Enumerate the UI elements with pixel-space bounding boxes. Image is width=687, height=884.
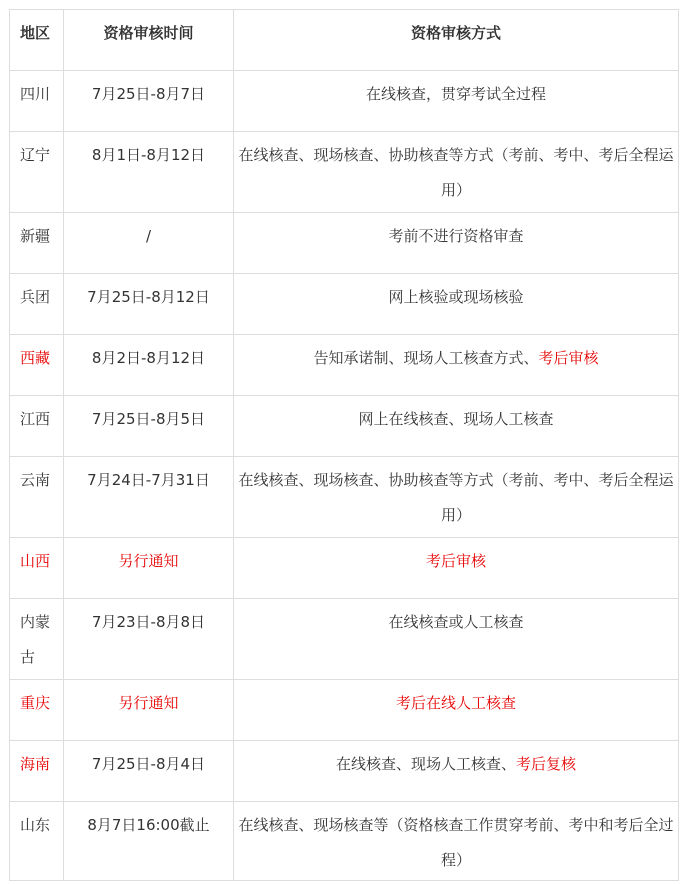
table-row [10, 680, 679, 741]
table-row [10, 802, 679, 881]
time-cell: / [64, 213, 234, 274]
time-cell: 7月25日-8月4日 [64, 741, 234, 802]
region-cell: 辽宁 [10, 132, 64, 213]
header-time: 资格审核时间 [64, 10, 234, 71]
time-cell: 7月23日-8月8日 [64, 599, 234, 680]
time-cell: 另行通知 [64, 680, 234, 741]
method-cell: 在线核查，贯穿考试全过程 [234, 71, 679, 132]
region-cell: 四川 [10, 71, 64, 132]
method-cell: 网上在线核查、现场人工核查 [234, 396, 679, 457]
time-cell: 8月1日-8月12日 [64, 132, 234, 213]
time-cell: 另行通知 [64, 538, 234, 599]
table-row [10, 71, 679, 132]
method-highlight: 考后审核 [538, 349, 599, 367]
time-cell: 7月24日-7月31日 [64, 457, 234, 538]
time-cell: 7月25日-8月5日 [64, 396, 234, 457]
header-method: 资格审核方式 [234, 10, 679, 71]
table-row [10, 274, 679, 335]
region-cell: 兵团 [10, 274, 64, 335]
header-region: 地区 [10, 10, 64, 71]
method-cell: 考前不进行资格审查 [234, 213, 679, 274]
table-row [10, 538, 679, 599]
method-cell: 在线核查、现场核查等（资格核查工作贯穿考前、考中和考后全过程） [234, 802, 679, 881]
region-cell: 内蒙古 [10, 599, 64, 680]
method-highlight: 考后复核 [516, 755, 577, 773]
table-row [10, 335, 679, 396]
table-row [10, 132, 679, 213]
region-cell: 山东 [10, 802, 64, 881]
region-cell: 海南 [10, 741, 64, 802]
region-cell: 重庆 [10, 680, 64, 741]
time-cell: 7月25日-8月12日 [64, 274, 234, 335]
method-cell [234, 741, 679, 802]
method-cell [234, 335, 679, 396]
time-cell: 7月25日-8月7日 [64, 71, 234, 132]
method-cell: 在线核查或人工核查 [234, 599, 679, 680]
method-cell: 考后审核 [234, 538, 679, 599]
region-cell: 云南 [10, 457, 64, 538]
table-row [10, 741, 679, 802]
region-cell: 西藏 [10, 335, 64, 396]
method-text: 告知承诺制、现场人工核查方式、 [313, 349, 539, 367]
region-cell: 新疆 [10, 213, 64, 274]
region-cell: 江西 [10, 396, 64, 457]
table-row [10, 213, 679, 274]
qualification-review-table [9, 9, 679, 881]
method-text: 在线核查、现场人工核查、 [335, 755, 516, 773]
method-cell: 网上核验或现场核验 [234, 274, 679, 335]
region-cell: 山西 [10, 538, 64, 599]
time-cell: 8月7日16:00截止 [64, 802, 234, 881]
table-row [10, 396, 679, 457]
table-row [10, 599, 679, 680]
method-cell: 在线核查、现场核查、协助核查等方式（考前、考中、考后全程运用） [234, 132, 679, 213]
method-cell: 在线核查、现场核查、协助核查等方式（考前、考中、考后全程运用） [234, 457, 679, 538]
method-cell: 考后在线人工核查 [234, 680, 679, 741]
table-row [10, 457, 679, 538]
table-header-row [10, 10, 679, 71]
time-cell: 8月2日-8月12日 [64, 335, 234, 396]
